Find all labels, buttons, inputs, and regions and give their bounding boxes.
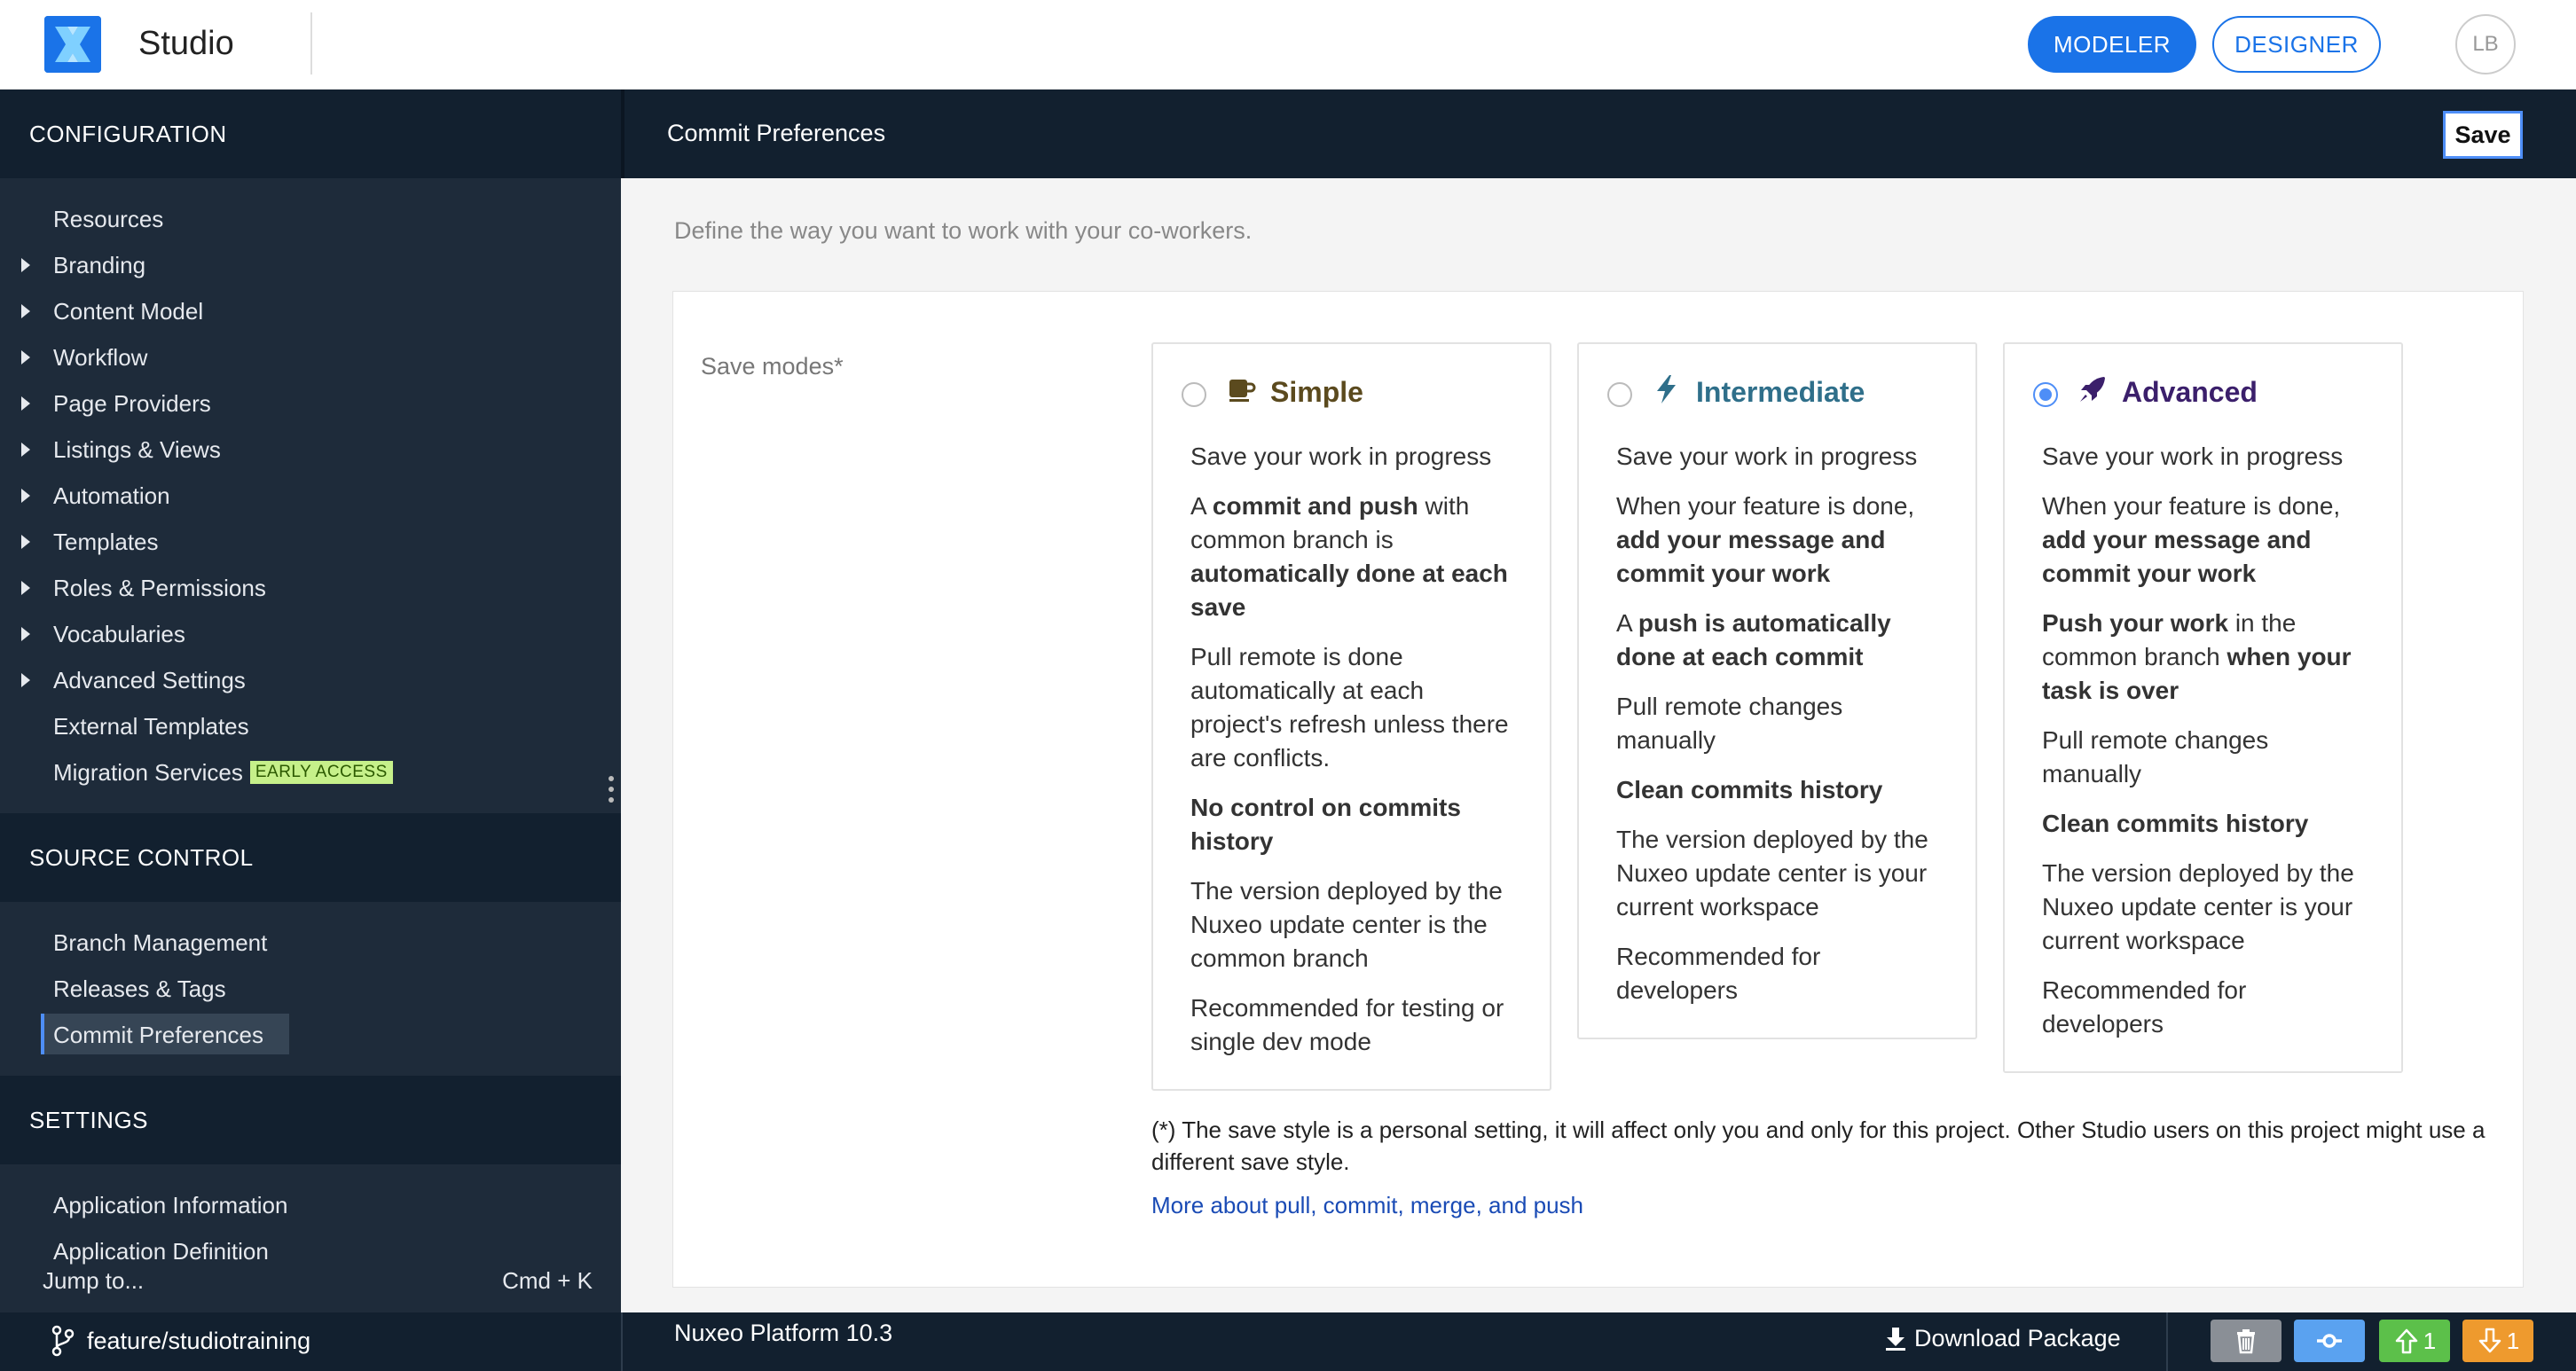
- card-text: Clean commits history: [1616, 776, 1883, 803]
- sidebar-item-label: Branding: [53, 251, 146, 278]
- card-header: [1616, 344, 1942, 440]
- branch-selector[interactable]: [50, 1325, 310, 1357]
- platform-version: Nuxeo Platform 10.3: [674, 1320, 893, 1346]
- source-control-nav: [0, 902, 621, 1076]
- content-header: [621, 90, 2576, 178]
- card-text: Push your work in the common branch when your task is over: [2042, 609, 2352, 704]
- sidebar-item-label: Migration Services: [53, 758, 243, 786]
- card-text: A push is automatically done at each commit: [1616, 609, 1891, 670]
- caret-right-icon[interactable]: [21, 396, 30, 411]
- sidebar-item-resources[interactable]: [0, 196, 621, 242]
- section-heading-configuration: CONFIGURATION: [0, 90, 621, 178]
- sidebar-item-content-model[interactable]: [0, 288, 621, 334]
- card-text: Save your work in progress: [1190, 443, 1492, 470]
- configuration-nav: [0, 178, 621, 813]
- caret-right-icon[interactable]: [21, 350, 30, 364]
- page-title: Commit Preferences: [667, 120, 886, 146]
- card-text: When your feature is done, add your message and commit your work: [1616, 492, 1915, 587]
- push-count: 1: [2423, 1327, 2437, 1354]
- card-text: Recommended for developers: [2042, 976, 2247, 1038]
- sidebar-item-label: Page Providers: [53, 389, 211, 417]
- sidebar-item-label: Vocabularies: [53, 620, 185, 647]
- sidebar-item-commit-preferences[interactable]: [0, 1012, 621, 1058]
- arrow-down-icon: [2477, 1328, 2503, 1354]
- push-button[interactable]: [2379, 1320, 2450, 1362]
- modeler-button[interactable]: MODELER: [2028, 16, 2196, 73]
- jump-to-bar[interactable]: [0, 1258, 621, 1303]
- jump-to-label: Jump to...: [43, 1266, 145, 1294]
- sidebar-item-label: Roles & Permissions: [53, 574, 266, 601]
- divider: [621, 1312, 623, 1371]
- sidebar-item-label: Commit Preferences: [53, 1021, 263, 1048]
- sidebar-item-listings-views[interactable]: [0, 427, 621, 473]
- save-modes-label: Save modes*: [701, 353, 844, 380]
- sidebar-item-label: Listings & Views: [53, 435, 221, 463]
- sidebar-item-application-information[interactable]: [0, 1182, 621, 1228]
- card-text: No control on commits history: [1190, 794, 1461, 855]
- early-access-badge: EARLY ACCESS: [250, 761, 393, 784]
- sidebar-item-label: Releases & Tags: [53, 975, 226, 1002]
- sidebar-item-branding[interactable]: [0, 242, 621, 288]
- sidebar-item-label: Automation: [53, 482, 170, 509]
- divider: [310, 12, 312, 74]
- sidebar-item-label: Templates: [53, 528, 159, 555]
- radio-intermediate[interactable]: [1607, 382, 1632, 407]
- jump-to-shortcut: Cmd + K: [502, 1266, 593, 1294]
- commit-button[interactable]: [2294, 1320, 2365, 1362]
- git-branch-icon: [50, 1325, 76, 1357]
- sidebar-item-automation[interactable]: [0, 473, 621, 519]
- sidebar-item-label: Content Model: [53, 297, 204, 325]
- trash-icon: [2233, 1328, 2259, 1354]
- sidebar-item-advanced-settings[interactable]: [0, 657, 621, 703]
- commit-icon: [2316, 1328, 2343, 1354]
- card-text: Save your work in progress: [1616, 443, 1918, 470]
- card-text: The version deployed by the Nuxeo update center is your current workspace: [2042, 859, 2354, 954]
- section-heading-settings: SETTINGS: [0, 1076, 621, 1164]
- card-title: Advanced: [2122, 376, 2258, 408]
- card-text: A commit and push with common branch is automatically done at each save: [1190, 492, 1508, 621]
- save-mode-card-intermediate[interactable]: [1577, 342, 1977, 1039]
- user-avatar[interactable]: LB: [2455, 14, 2516, 74]
- section-heading-source-control: SOURCE CONTROL: [0, 813, 621, 902]
- rocket-icon: [2077, 374, 2108, 404]
- card-text: Pull remote changes manually: [2042, 726, 2269, 787]
- sidebar-item-page-providers[interactable]: [0, 380, 621, 427]
- sidebar-item-label: External Templates: [53, 712, 249, 740]
- divider: [2166, 1312, 2168, 1371]
- caret-right-icon[interactable]: [21, 673, 30, 687]
- sidebar-item-label: Branch Management: [53, 928, 268, 956]
- sidebar-item-label: Advanced Settings: [53, 666, 246, 693]
- sidebar-item-roles-permissions[interactable]: [0, 565, 621, 611]
- caret-right-icon[interactable]: [21, 443, 30, 457]
- sidebar-item-label: Resources: [53, 205, 164, 232]
- radio-advanced[interactable]: [2033, 382, 2058, 407]
- download-package-button[interactable]: [1884, 1325, 2121, 1352]
- sidebar-item-label: Application Definition: [53, 1237, 269, 1265]
- save-mode-card-advanced[interactable]: [2003, 342, 2403, 1073]
- discard-button[interactable]: [2211, 1320, 2281, 1362]
- card-text: Pull remote is done automatically at each project's refresh unless there are conflicts.: [1190, 643, 1509, 772]
- caret-right-icon[interactable]: [21, 627, 30, 641]
- download-label: Download Package: [1914, 1325, 2121, 1351]
- caret-right-icon[interactable]: [21, 535, 30, 549]
- sidebar-item-label: Application Information: [53, 1191, 288, 1218]
- sidebar-item-migration-services[interactable]: [0, 749, 621, 795]
- card-text: The version deployed by the Nuxeo update center is the common branch: [1190, 877, 1503, 972]
- save-mode-card-simple[interactable]: [1151, 342, 1551, 1091]
- pull-button[interactable]: [2462, 1320, 2533, 1362]
- top-bar: [0, 0, 2576, 90]
- sidebar-resize-handle[interactable]: [609, 776, 616, 808]
- coffee-icon: [1226, 374, 1256, 404]
- card-title: Simple: [1270, 376, 1363, 408]
- card-text: The version deployed by the Nuxeo update center is your current workspace: [1616, 826, 1928, 921]
- caret-right-icon[interactable]: [21, 489, 30, 503]
- sidebar: [0, 90, 621, 1312]
- save-style-footnote: (*) The save style is a personal setting, it will affect only you and only for this project. Other Studio users on this project might use a different save style.: [1151, 1116, 2486, 1175]
- caret-right-icon[interactable]: [21, 581, 30, 595]
- sidebar-item-workflow[interactable]: [0, 334, 621, 380]
- caret-right-icon[interactable]: [21, 258, 30, 272]
- page-description: Define the way you want to work with your co-workers.: [674, 217, 1253, 244]
- bottom-status-bar: [0, 1312, 2576, 1371]
- card-text: Save your work in progress: [2042, 443, 2344, 470]
- caret-right-icon[interactable]: [21, 304, 30, 318]
- card-text: Recommended for developers: [1616, 943, 1821, 1004]
- lightning-icon: [1652, 374, 1682, 404]
- sidebar-item-templates[interactable]: [0, 519, 621, 565]
- card-text: Clean commits history: [2042, 810, 2309, 837]
- sidebar-item-external-templates[interactable]: [0, 703, 621, 749]
- designer-button[interactable]: DESIGNER: [2212, 16, 2381, 73]
- card-text: When your feature is done, add your message and commit your work: [2042, 492, 2341, 587]
- more-about-link[interactable]: More about pull, commit, merge, and push: [1151, 1192, 1584, 1218]
- app-title: Studio: [138, 25, 234, 62]
- card-header: [2042, 344, 2368, 440]
- sidebar-item-label: Workflow: [53, 343, 148, 371]
- branch-name: feature/studiotraining: [87, 1327, 311, 1354]
- sidebar-item-vocabularies[interactable]: [0, 611, 621, 657]
- pull-count: 1: [2506, 1327, 2520, 1354]
- download-icon: [1884, 1326, 1907, 1352]
- sidebar-item-releases-tags[interactable]: [0, 966, 621, 1012]
- card-header: [1190, 344, 1516, 440]
- save-button[interactable]: Save: [2443, 111, 2523, 159]
- arrow-up-icon: [2393, 1328, 2420, 1354]
- sidebar-item-branch-management[interactable]: [0, 920, 621, 966]
- nuxeo-logo-icon[interactable]: [44, 16, 101, 73]
- card-text: Pull remote changes manually: [1616, 693, 1843, 754]
- card-text: Recommended for testing or single dev mode: [1190, 994, 1504, 1055]
- radio-simple[interactable]: [1182, 382, 1206, 407]
- card-title: Intermediate: [1696, 376, 1865, 408]
